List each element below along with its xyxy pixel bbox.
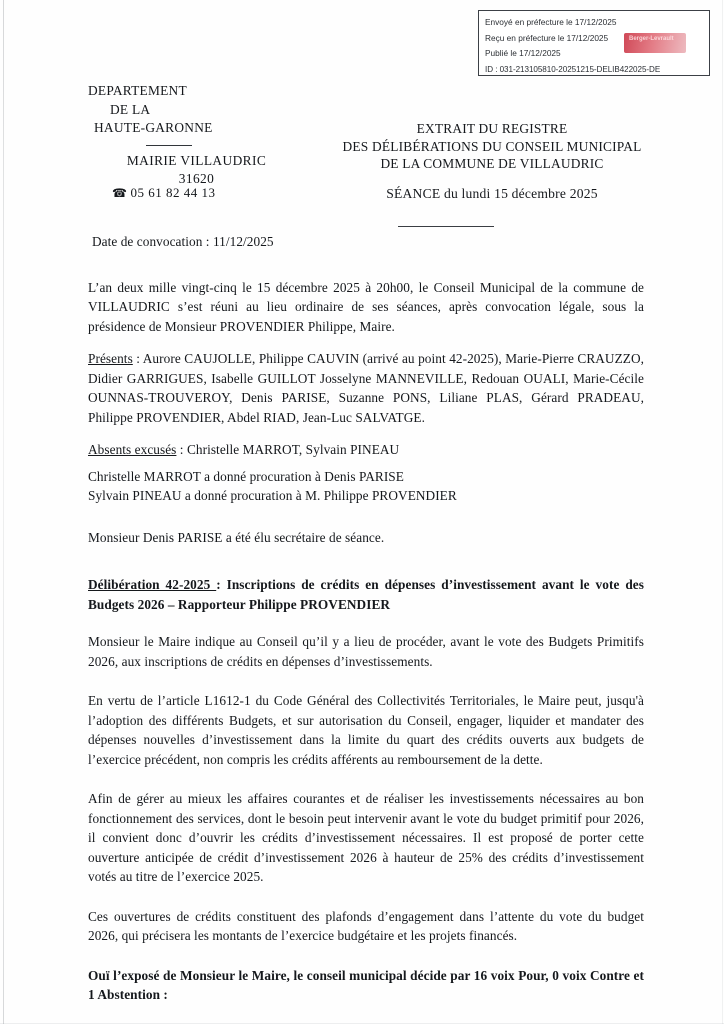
deliberation-number: Délibération 42-2025 bbox=[88, 577, 217, 592]
deliberation-paragraph-1: Monsieur le Maire indique au Conseil qu’il y a lieu de procéder, avant le vote des Budgets Primitifs 2026, aux inscriptions de crédits en dépenses d’investissements. bbox=[88, 634, 644, 669]
spacer bbox=[88, 959, 644, 966]
title-line-3: DE LA COMMUNE DE VILLAUDRIC bbox=[380, 156, 604, 172]
deliberation-paragraph-4: Ces ouvertures de crédits constituent des plafonds d’engagement dans l’attente du vote du budget 2026, qui précisera les montants de l’exercice budgétaire et les projets financés. bbox=[88, 908, 644, 943]
document-body bbox=[88, 232, 644, 1005]
secretary-line: Monsieur Denis PARISE a été élu secrétaire de séance. bbox=[88, 529, 385, 545]
absent-members-paragraph bbox=[88, 440, 644, 460]
proxy-line-2: Sylvain PINEAU a donné procuration à M. Philippe PROVENDIER bbox=[88, 488, 457, 503]
proxy-line-1: Christelle MARROT a donné procuration à Denis PARISE bbox=[88, 468, 404, 484]
department-line-3: HAUTE-GARONNE bbox=[94, 120, 213, 136]
deliberation-subject: : Inscriptions de crédits en dépenses d’investissement avant le vote des Budgets 2026 – Rapporteur Philippe PROVENDIER bbox=[88, 577, 644, 612]
phone-block bbox=[112, 185, 215, 201]
session-divider bbox=[398, 226, 494, 227]
convocation-date: Date de convocation : 11/12/2025 bbox=[92, 234, 274, 249]
title-line-2: DES DÉLIBÉRATIONS DU CONSEIL MUNICIPAL bbox=[342, 138, 642, 154]
department-line-1: DEPARTEMENT bbox=[88, 83, 187, 98]
berger-levrault-stamp-icon: Berger-Levrault bbox=[624, 33, 686, 53]
spacer bbox=[88, 460, 644, 467]
vote-result-line: Ouï l’exposé de Monsieur le Maire, le conseil municipal décide par 16 voix Pour, 0 voix Contre et 1 Abstention : bbox=[88, 967, 644, 1003]
present-members-paragraph bbox=[88, 349, 644, 427]
header-divider bbox=[146, 145, 192, 146]
spacer bbox=[88, 684, 644, 691]
scan-edge-left bbox=[3, 0, 4, 1024]
document-title-block bbox=[296, 120, 688, 173]
proxy-block bbox=[88, 467, 644, 506]
spacer bbox=[88, 900, 644, 907]
session-date: SÉANCE du lundi 15 décembre 2025 bbox=[386, 186, 598, 201]
spacer bbox=[88, 782, 644, 789]
phone-number: 05 61 82 44 13 bbox=[130, 185, 216, 200]
phone-icon: ☎ bbox=[112, 186, 128, 200]
deliberation-paragraph-2: En vertu de l’article L1612-1 du Code Général des Collectivités Territoriales, le Maire peut, jusqu'à l’adoption des différents Budgets, et sur autorisation du Conseil, engager, liquider et mandater des dépenses nouvelles d’investissement dans la limite du quart des crédits ouverts aux budgets de l’exercice précédent, non compris les crédits afférents au remboursement de la dette. bbox=[88, 693, 644, 767]
present-list: : Aurore CAUJOLLE, Philippe CAUVIN (arrivé au point 42-2025), Marie-Pierre CRAUZZO, Didier GARRIGUES, Isabelle GUILLOT Josselyne MANNEVILLE, Redouan OUALI, Marie-Cécile OUNNAS-TROUVEROY, Denis PARISE, Suzanne PONS, Liliane PLAS, Gérard PRADEAU, Philippe PROVENDIER, Abdel RIAD, Jean-Luc SALVATGE. bbox=[88, 351, 644, 425]
prefecture-stamp-box bbox=[478, 10, 710, 76]
department-line-2: DE LA bbox=[110, 101, 151, 117]
title-line-1: EXTRAIT DU REGISTRE bbox=[416, 121, 568, 136]
postal-code: 31620 bbox=[178, 171, 215, 187]
stamp-id-line: ID : 031-213105810-20251215-DELIB422025-DE bbox=[485, 64, 661, 74]
stamp-sent-line: Envoyé en préfecture le 17/12/2025 bbox=[485, 17, 617, 27]
present-label: Présents bbox=[88, 351, 133, 366]
stamp-received-line: Reçu en préfecture le 17/12/2025 bbox=[485, 32, 609, 43]
stamp-published-line: Publié le 17/12/2025 bbox=[485, 48, 561, 58]
absent-list: : Christelle MARROT, Sylvain PINEAU bbox=[176, 442, 400, 457]
mairie-name: MAIRIE VILLAUDRIC bbox=[126, 152, 267, 168]
scan-edge-right bbox=[722, 0, 723, 1024]
deliberation-heading bbox=[88, 575, 644, 614]
commune-header-block bbox=[84, 82, 309, 189]
deliberation-paragraph-3: Afin de gérer au mieux les affaires courantes et de réaliser les investissements nécessaires au bon fonctionnement des services, dont le besoin peut intervenir avant le vote du budget primitif pour 2026, il convient donc d’ouvrir les crédits d’investissement nécessaires. Il est proposé de porter cette ouverture anticipée de crédit d’investissement 2026 à hauteur de 25% des crédits d’investissement votés au titre de l’exercice 2025. bbox=[88, 791, 644, 884]
absent-label: Absents excusés bbox=[88, 442, 177, 457]
opening-paragraph: L’an deux mille vingt-cinq le 15 décembre 2025 à 20h00, le Conseil Municipal de la commune de VILLAUDRIC s’est réuni au lieu ordinaire de ses séances, après convocation légale, sous la présidence de Monsieur PROVENDIER Philippe, Maire. bbox=[88, 279, 644, 334]
